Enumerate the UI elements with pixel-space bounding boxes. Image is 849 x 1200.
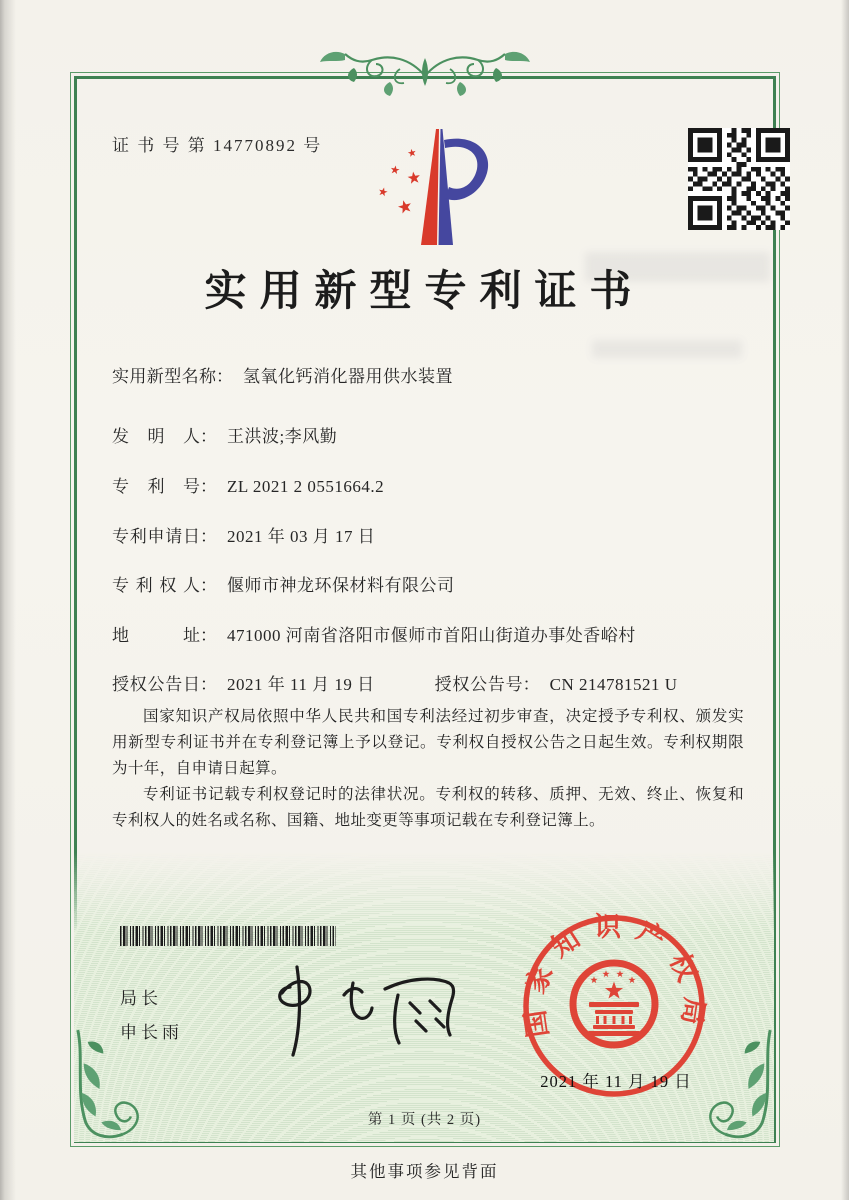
colon: ： [200, 576, 217, 595]
handwritten-signature-icon [252, 960, 467, 1062]
scan-shadow-left [0, 0, 16, 1200]
cnipa-logo-icon [366, 124, 496, 250]
certificate-title: 实用新型专利证书 [204, 269, 645, 315]
field-row-patentee [112, 571, 455, 596]
field-row-filing-date [112, 522, 375, 547]
field-value: 偃师市神龙环保材料有限公司 [227, 576, 455, 595]
field-row-inventor [112, 422, 337, 447]
field-row-grant [112, 670, 678, 695]
seal-date: 2021 年 11 月 19 日 [540, 1072, 692, 1091]
signatory-title: 局长 [120, 989, 162, 1008]
field-value: 2021 年 03 月 17 日 [227, 527, 376, 546]
field-row-patent-no [112, 472, 384, 497]
colon: ： [200, 477, 217, 496]
seal-ring-text: 国家知识产权局 [518, 911, 710, 1040]
legal-paragraph-1: 国家知识产权局依照中华人民共和国专利法经过初步审查，决定授予专利权、颁发实用新型专利证书并在专利登记簿上予以登记。专利权自授权公告之日起生效。专利权期限为十年，自申请日起算。 [112, 708, 744, 777]
field-value: ZL 2021 2 0551664.2 [227, 477, 385, 496]
certificate-number: 证 书 号 第 14770892 号 [112, 136, 323, 155]
field-value: 471000 河南省洛阳市偃师市首阳山街道办事处香峪村 [227, 626, 636, 645]
field-label: 专利权人 [112, 576, 200, 595]
page-number: 第 1 页 (共 2 页) [367, 1112, 482, 1128]
field-value: CN 214781521 U [549, 675, 678, 694]
qr-code-icon [688, 128, 790, 230]
field-value: 氢氧化钙消化器用供水装置 [243, 367, 453, 386]
field-label: 授权公告日 [112, 675, 200, 694]
colon: ： [200, 427, 217, 446]
field-value: 2021 年 11 月 19 日 [227, 675, 375, 694]
field-label: 发明人 [112, 427, 200, 446]
signatory-name: 申长雨 [120, 1023, 183, 1042]
top-flourish-ornament-icon [300, 46, 550, 100]
legal-paragraph-2: 专利证书记载专利权登记时的法律状况。专利权的转移、质押、无效、终止、恢复和专利权人的姓名或名称、国籍、地址变更等事项记载在专利登记簿上。 [112, 786, 744, 829]
back-side-note: 其他事项参见背面 [350, 1162, 499, 1181]
colon: ： [200, 626, 217, 645]
field-label: 实用新型名称 [112, 367, 216, 386]
field-label: 专利申请日 [112, 527, 200, 546]
field-row-name [112, 362, 453, 387]
field-label: 专利号 [112, 477, 200, 496]
colon: ： [522, 675, 540, 694]
legal-text [112, 704, 744, 834]
barcode-icon [120, 926, 336, 946]
field-row-address [112, 621, 636, 646]
colon: ： [200, 527, 217, 546]
field-value: 王洪波;李风勤 [227, 427, 338, 446]
scan-shadow-right [841, 0, 849, 1200]
scan-bleed-mark [592, 340, 742, 358]
colon: ： [200, 675, 217, 694]
field-label: 地址 [112, 626, 200, 645]
field-label: 授权公告号 [434, 675, 523, 694]
colon: ： [216, 367, 233, 386]
